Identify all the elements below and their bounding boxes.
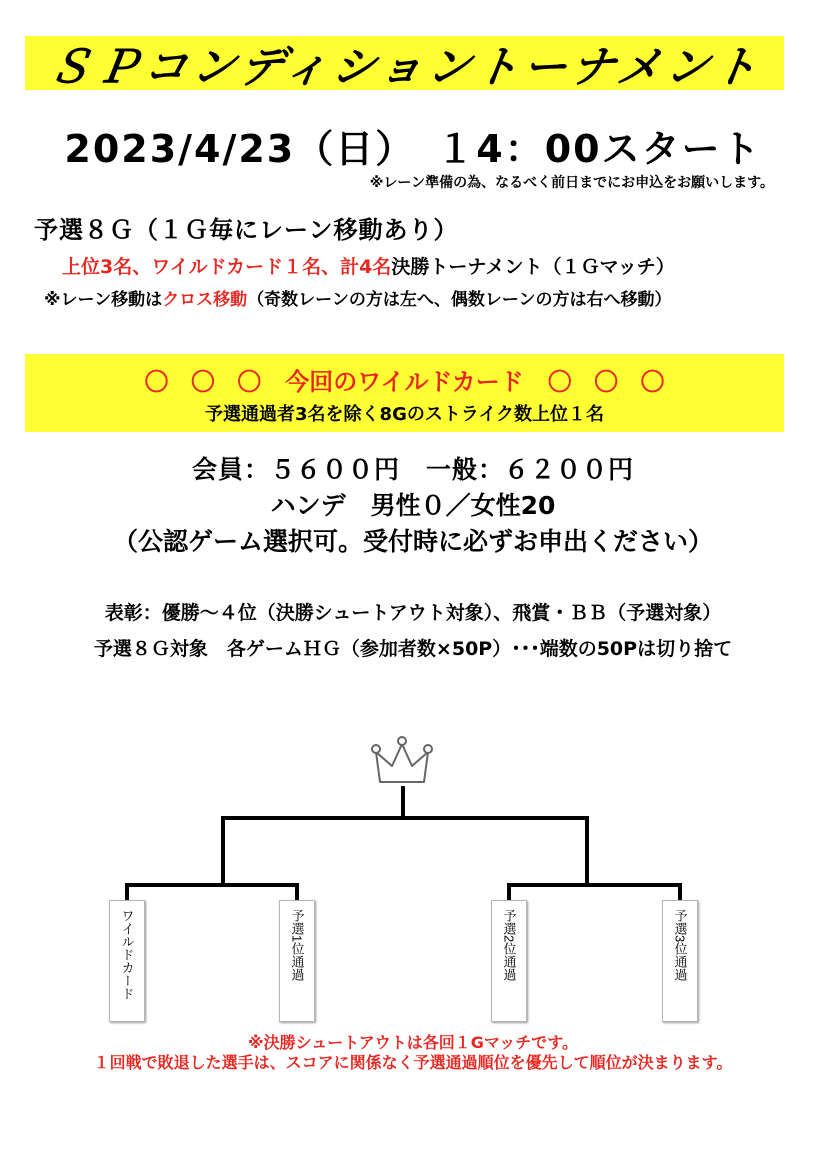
awards-line: 表彰：優勝～４位（決勝シュートアウト対象）、飛賞・ＢＢ（予選対象）: [104, 602, 722, 624]
lane-move-suffix: （奇数レーンの方は左へ、偶数レーンの方は右へ移動）: [247, 290, 672, 310]
event-title: ＳＰコンディショントーナメント: [43, 42, 765, 93]
bracket-slot-3rd: 予選3位通過: [662, 900, 698, 1022]
bracket-slot-wildcard: ワイルドカード: [109, 900, 145, 1022]
qualifying-title: 予選８Ｇ（１Ｇ毎にレーン移動あり）: [34, 216, 459, 244]
handicap-line: ハンデ 男性０／女性20: [270, 491, 556, 520]
ranking-note: １回戦で敗退した選手は、スコアに関係なく予選通過順位を優先して順位が決まります。: [93, 1053, 733, 1072]
lane-move-note: [44, 285, 672, 310]
lane-move-prefix: ※レーン移動は: [44, 290, 163, 310]
bracket-slot-2nd: 予選2位通過: [491, 900, 527, 1022]
qualifying-detail-red: 上位3名、ワイルドカード１名、計4名: [62, 256, 392, 278]
wildcard-description: 予選通過者3名を除く8Gのストライク数上位１名: [205, 404, 604, 425]
certified-game-note: （公認ゲーム選択可。受付時に必ずお申出ください）: [112, 527, 713, 556]
fee-line: 会員：５６００円 一般：６２００円: [191, 455, 634, 484]
title-banner: [25, 36, 784, 93]
registration-note: ※レーン準備の為、なるべく前日までにお申込をお願いします。: [369, 175, 774, 191]
lane-move-red: クロス移動: [162, 290, 248, 310]
event-date: 2023/4/23（日） １4：00スタート: [64, 127, 762, 171]
qualifying-detail-black: 決勝トーナメント（１Ｇマッチ）: [391, 256, 675, 278]
crown-icon: [372, 737, 432, 782]
wildcard-banner: [25, 354, 784, 432]
wildcard-heading: 〇 〇 〇 今回のワイルドカード 〇 〇 〇: [144, 368, 665, 396]
high-game-line: 予選８Ｇ対象 各ゲームＨＧ（参加者数×50P）･･･端数の50Pは切り捨て: [93, 638, 733, 660]
qualifying-detail: [62, 252, 675, 279]
tournament-bracket: [0, 730, 826, 1040]
bracket-slot-1st: 予選1位通過: [279, 900, 315, 1022]
shootout-note: ※決勝シュートアウトは各回１Gマッチです。: [248, 1033, 578, 1052]
